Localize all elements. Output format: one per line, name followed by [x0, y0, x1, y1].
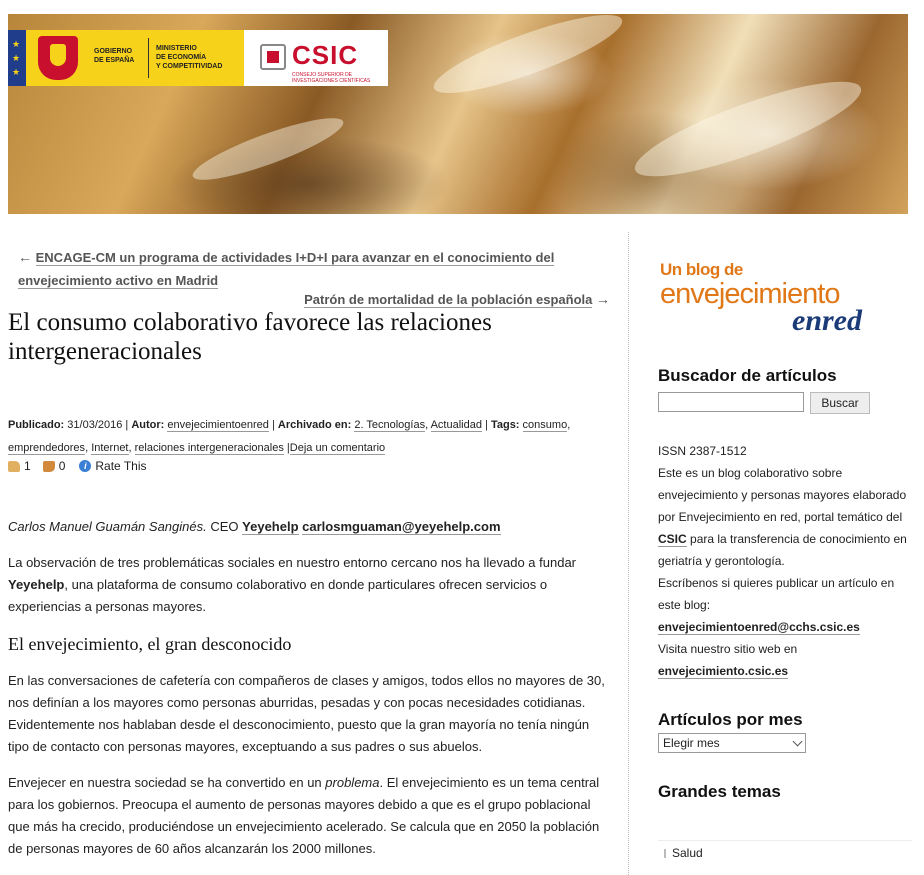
spain-coat-of-arms-icon: [38, 36, 78, 80]
paragraph: [8, 772, 608, 860]
gobierno-line: DE ESPAÑA: [94, 57, 135, 64]
about-text-part: Este es un blog colaborativo sobre envejecimiento y personas mayores elaborado por Envejecimiento en red, portal temático del: [658, 466, 907, 524]
category-link[interactable]: Actualidad: [430, 419, 482, 431]
csic-logo-icon: [260, 44, 286, 70]
comment-link[interactable]: Deja un comentario: [289, 442, 386, 454]
paragraph-text: Envejecer en nuestra sociedad se ha convertido en un: [8, 775, 322, 790]
paragraph: En las conversaciones de cafetería con compañeros de clases y amigos, todos ellos no mayores de 30, nos definían a los mayores como personas aburridas, pesadas y con pocas necesidades cotidianas. Evidentemente nos hablaban desde el desconocimiento, puesto que la gran mayoría no tenía ningún tipo de contacto con personas mayores, exceptuando a sus padres o sus abuelos.: [8, 673, 605, 754]
published-date: 31/03/2016: [67, 419, 123, 431]
month-select[interactable]: [658, 733, 806, 753]
likes-count: 1: [24, 459, 31, 473]
author-line: [8, 516, 608, 538]
topics-widget-title: Grandes temas: [658, 782, 781, 801]
eu-flag-icon: ★ ★ ★: [8, 30, 26, 86]
paragraph-text: La observación de tres problemáticas sociales en nuestro entorno cercano nos ha llevado a fundar: [8, 555, 577, 570]
about-widget: [658, 440, 912, 682]
author-name: Carlos Manuel Guamán Sanginés.: [8, 519, 207, 534]
topic-label[interactable]: Salud: [672, 846, 703, 860]
paragraph-text: , una plataforma de consumo colaborativo en donde particulares ofrecen servicios o experiencias a personas mayores.: [8, 577, 548, 614]
institution-logos[interactable]: [8, 30, 388, 86]
search-button[interactable]: Buscar: [810, 392, 870, 414]
post-title: El consumo colaborativo favorece las relaciones intergeneracionales: [8, 309, 492, 365]
issn: ISSN 2387-1512: [658, 444, 747, 458]
info-icon[interactable]: i: [79, 460, 91, 472]
thumbs-down-icon[interactable]: [43, 461, 55, 472]
blog-logo-line: Un blog de: [660, 260, 743, 279]
paragraph: [8, 552, 608, 618]
tag-link[interactable]: consumo: [522, 419, 568, 431]
paragraph-italic: problema: [325, 775, 380, 790]
arrow-right-icon: →: [596, 291, 610, 307]
column-divider: [628, 232, 629, 875]
author-email-link[interactable]: carlosmguaman@yeyehelp.com: [302, 519, 501, 534]
paragraph-text: . El envejecimiento es un tema central para los gobiernos. Preocupa el aumento de personas mayores debido a que es el grupo poblacional que más ha crecido, produciéndose un envejecimiento acelerado. Se calcula que en 2050 la población de personas mayores de 60 años alcanzarán los 2000 millones.: [8, 775, 600, 856]
previous-post-link[interactable]: [18, 246, 598, 292]
ministerio-line: MINISTERIO: [156, 45, 197, 52]
csic-logo-text: CSIC: [292, 40, 359, 70]
csic-subtitle: CONSEJO SUPERIOR DE INVESTIGACIONES CIENTÍFICAS: [292, 72, 371, 84]
archived-label: Archivado en:: [277, 419, 352, 431]
author-role: CEO: [210, 519, 239, 534]
banner-texture: [427, 14, 629, 107]
topic-item-salud[interactable]: [664, 846, 703, 860]
chevron-down-icon: [793, 737, 803, 747]
ministerio-line: DE ECONOMÍA: [156, 54, 207, 61]
blog-logo-line: enred: [792, 304, 862, 337]
post-meta: Publicado: 31/03/2016 | Autor: envejecimientoenred | Archivado en: 2. Tecnologías, Actualidad | Tags: consumo, emprendedores, Internet, relaciones intergeneracionales |Deja un comentario: [8, 419, 571, 454]
banner-texture: [627, 64, 870, 193]
archive-widget-title: Artículos por mes: [658, 710, 803, 729]
company-link[interactable]: Yeyehelp: [242, 519, 299, 534]
visit-text: Visita nuestro sitio web en: [658, 642, 798, 656]
tag-link[interactable]: relaciones intergeneracionales: [134, 442, 284, 454]
about-text: [658, 462, 912, 572]
arrow-left-icon: ←: [18, 249, 32, 265]
topics-divider: [658, 840, 912, 841]
logo-divider: [148, 38, 149, 78]
section-heading: El envejecimiento, el gran desconocido: [8, 634, 292, 654]
previous-post-title[interactable]: ENCAGE-CM un programa de actividades I+D+I para avanzar en el conocimiento del envejecimiento activo en Madrid: [18, 250, 555, 288]
author-label: Autor:: [131, 419, 165, 431]
blog-logo-line: envejecimiento: [660, 278, 840, 310]
banner-texture: [188, 108, 349, 191]
write-us-text: Escríbenos si quieres publicar un artículo en este blog:: [658, 576, 895, 612]
ministerio-label: [156, 44, 222, 71]
post-rating: [8, 459, 147, 473]
next-post-link[interactable]: [304, 291, 610, 307]
bullet-icon: [664, 849, 666, 858]
gobierno-label: [94, 47, 134, 65]
next-post-title[interactable]: Patrón de mortalidad de la población española: [304, 292, 593, 307]
tags-label: Tags:: [490, 419, 520, 431]
header-banner: [8, 14, 908, 214]
rate-this-link[interactable]: Rate This: [95, 459, 147, 473]
blog-logo[interactable]: [660, 260, 910, 337]
thumbs-up-icon[interactable]: [8, 461, 20, 472]
about-text-part: para la transferencia de conocimiento en geriatría y gerontología.: [658, 532, 907, 568]
csic-link[interactable]: CSIC: [658, 532, 687, 546]
month-select-value: Elegir mes: [663, 736, 720, 750]
paragraph-bold: Yeyehelp: [8, 577, 65, 592]
ministerio-line: Y COMPETITIVIDAD: [156, 63, 223, 70]
tag-link[interactable]: Internet: [91, 442, 129, 454]
category-link[interactable]: 2. Tecnologías: [354, 419, 426, 431]
gobierno-line: GOBIERNO: [94, 48, 133, 55]
dislikes-count: 0: [58, 459, 66, 473]
contact-email-link[interactable]: envejecimientoenred@cchs.csic.es: [658, 620, 860, 634]
author-link[interactable]: envejecimientoenred: [167, 419, 269, 431]
search-widget-title: Buscador de artículos: [658, 366, 837, 385]
search-input[interactable]: [658, 392, 804, 412]
published-label: Publicado:: [8, 419, 65, 431]
tag-link[interactable]: emprendedores: [8, 442, 86, 454]
website-link[interactable]: envejecimiento.csic.es: [658, 664, 789, 678]
